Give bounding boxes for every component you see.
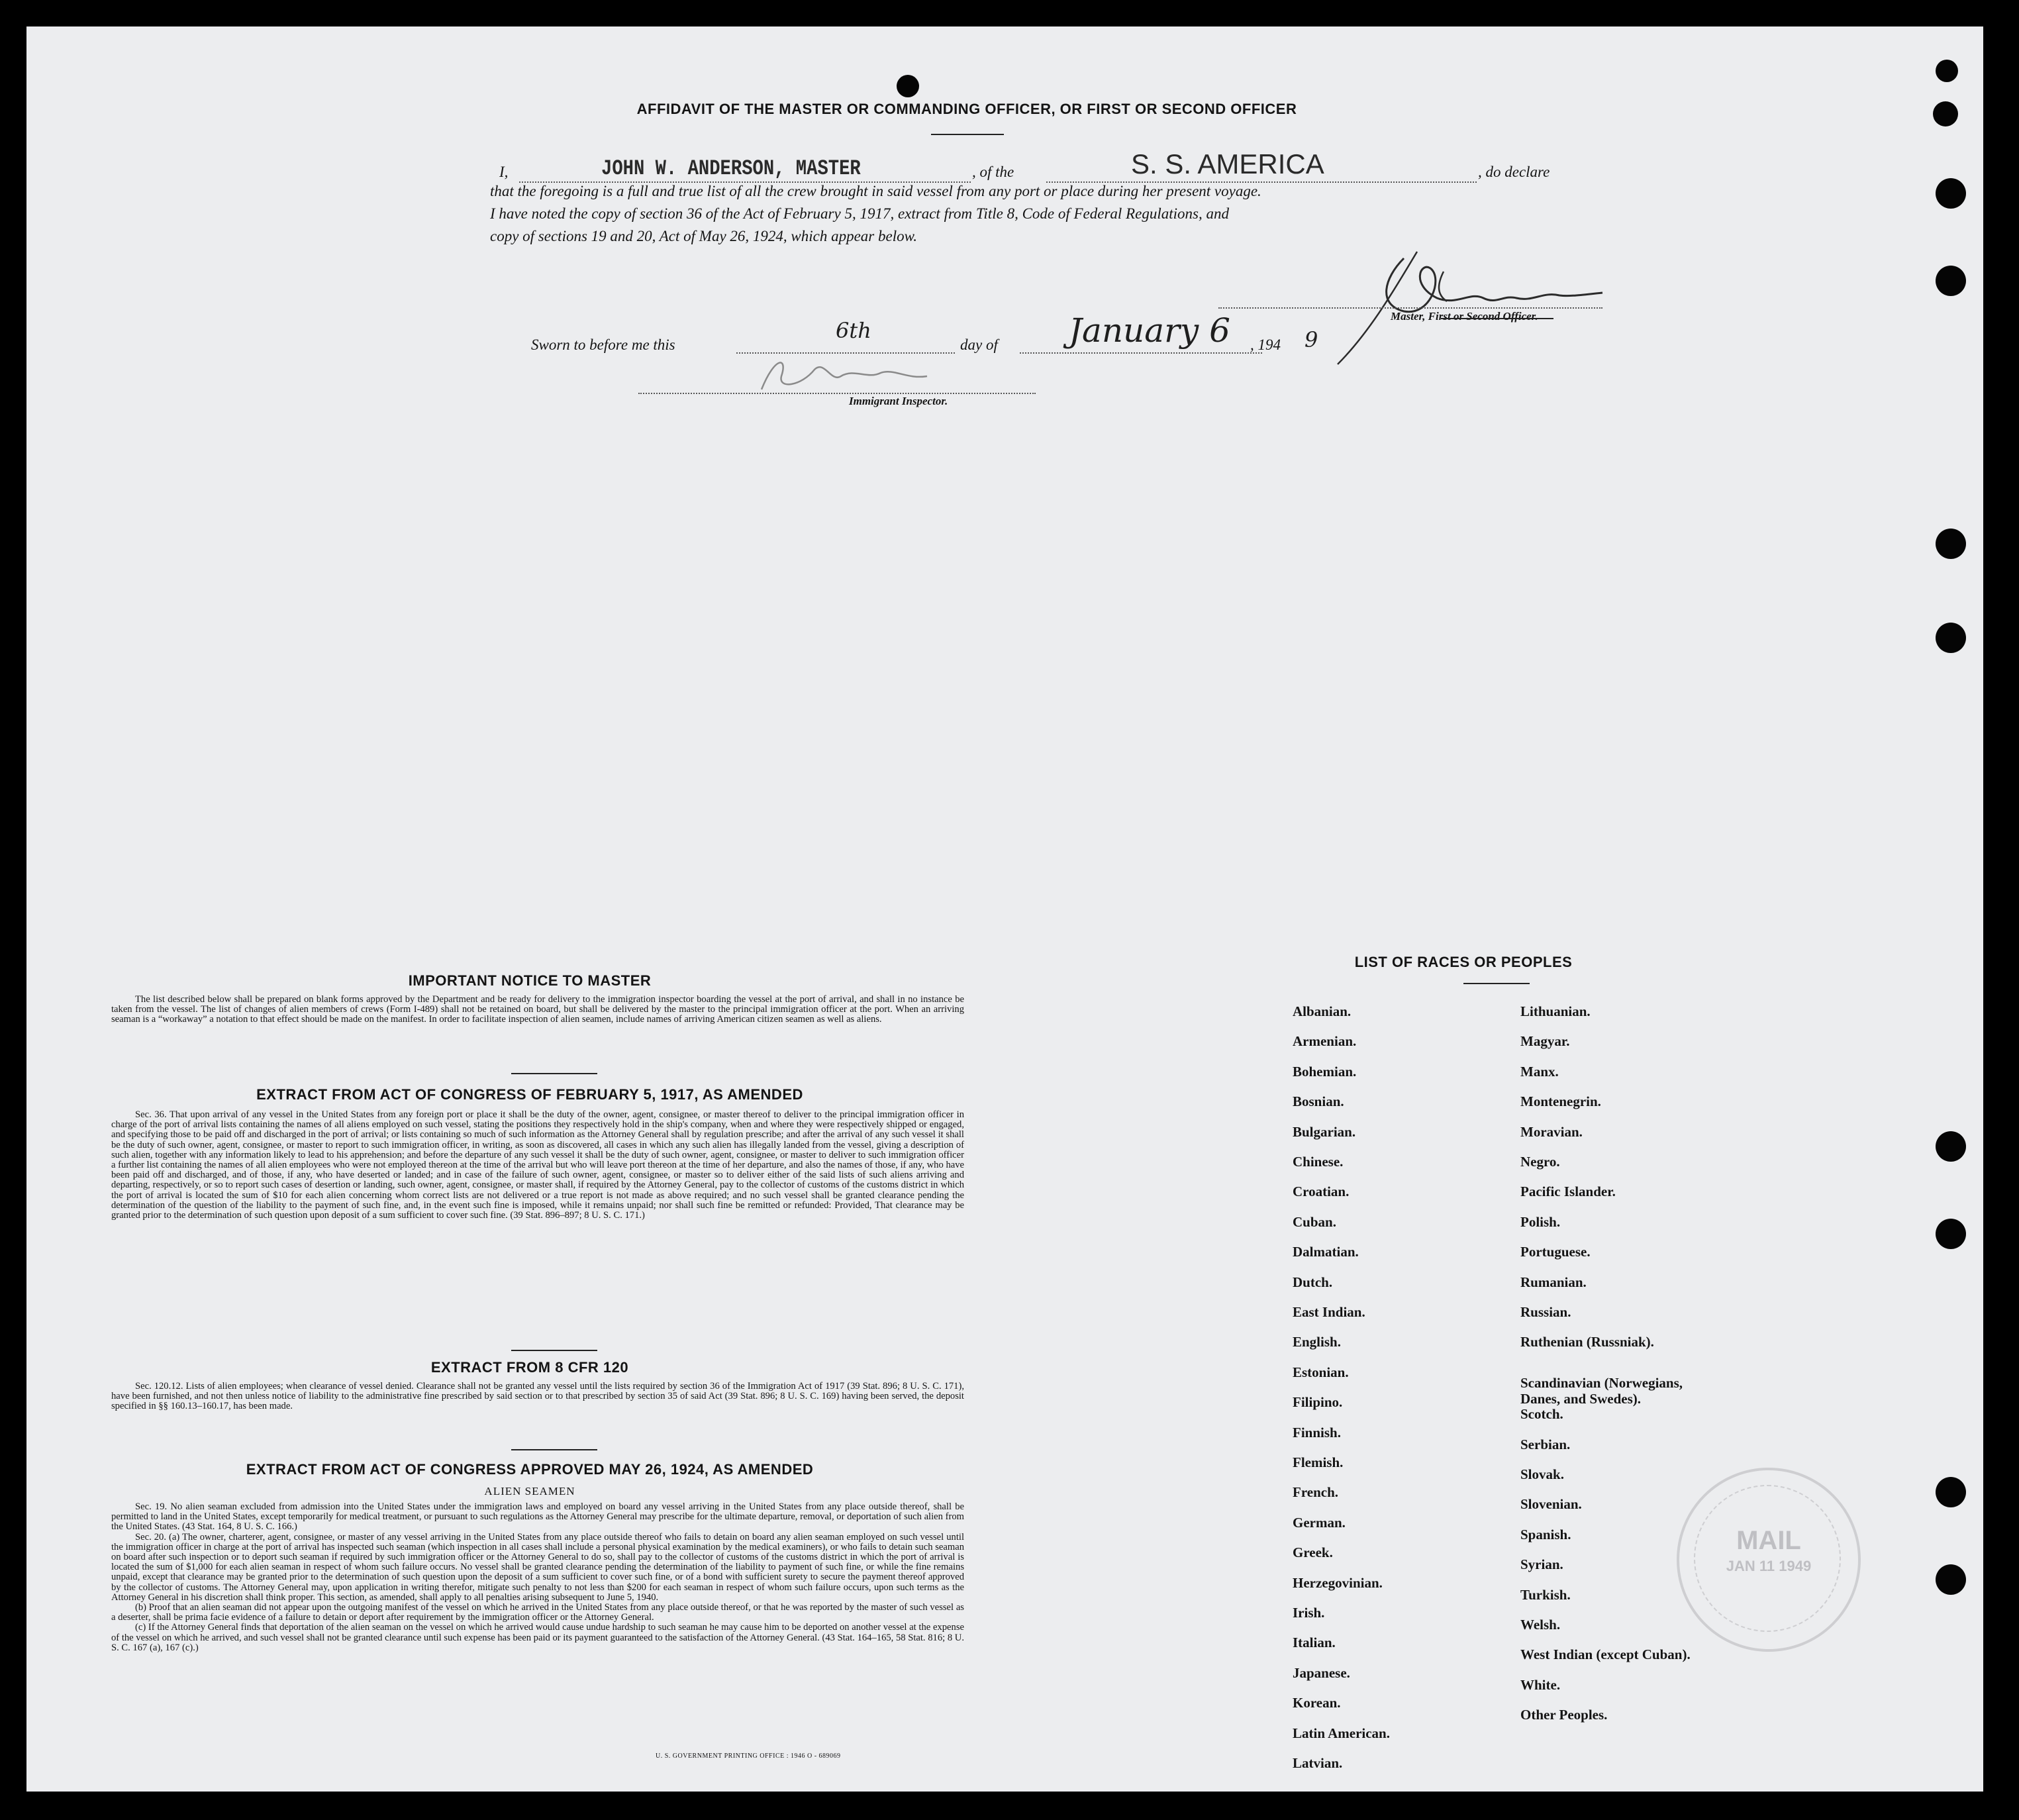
race-item: Finnish. <box>1293 1424 1341 1441</box>
race-item: Welsh. <box>1520 1617 1561 1633</box>
master-caption: Master, First or Second Officer. <box>1391 310 1538 323</box>
sec-20b: (b) Proof that an alien seaman did not appear upon the outgoing manifest of the vessel on which he arrived in the United States from any place outside thereof, or that he was reported by the master of such vessel as a deserter, shall be prima facie evidence of a failure to detain or deport after requirement by the immigration officer or the Attorney General. <box>111 1602 964 1623</box>
race-item: Serbian. <box>1520 1436 1571 1452</box>
binder-hole <box>1933 101 1958 126</box>
binder-hole <box>1936 1477 1966 1507</box>
race-item: Negro. <box>1520 1154 1560 1170</box>
printer-imprint: U. S. GOVERNMENT PRINTING OFFICE : 1946 O - 689069 <box>656 1752 841 1760</box>
race-item: Montenegrin. <box>1520 1093 1601 1110</box>
race-item: Danes, and Swedes). <box>1520 1390 1642 1407</box>
race-item: White. <box>1520 1676 1561 1693</box>
race-item: Dalmatian. <box>1293 1244 1359 1260</box>
race-item: Greek. <box>1293 1544 1333 1561</box>
race-item: English. <box>1293 1334 1341 1350</box>
extract-1917-title: EXTRACT FROM ACT OF CONGRESS OF FEBRUARY 5, 1917, AS AMENDED <box>256 1086 803 1103</box>
race-item: Bosnian. <box>1293 1093 1344 1110</box>
race-item: Herzegovinian. <box>1293 1574 1383 1591</box>
races-divider <box>1463 983 1530 984</box>
extract-cfr-title: EXTRACT FROM 8 CFR 120 <box>430 1359 629 1376</box>
extract-1917-divider <box>511 1350 597 1351</box>
extract-1924-title: EXTRACT FROM ACT OF CONGRESS APPROVED MAY 26, 1924, AS AMENDED <box>246 1461 814 1478</box>
race-item: West Indian (except Cuban). <box>1520 1646 1691 1663</box>
year-prefix: , 194 <box>1250 336 1281 353</box>
race-item: Flemish. <box>1293 1454 1344 1470</box>
race-item: Bulgarian. <box>1293 1123 1356 1140</box>
binder-hole <box>1936 1219 1966 1249</box>
race-item: Chinese. <box>1293 1154 1344 1170</box>
extract-cfr-body: Sec. 120.12. Lists of alien employees; when clearance of vessel denied. Clearance shall not be granted any vessel until the lists required by section 36 of the Immigration Act of 1917 (39 Stat. 896; 8 U. S. C. 171), have been furnished, and not then unless notice of liability to the administrative fine prescribed by said section or to that prescribed by section 35 of said Act (39 Stat. 896; 8 U. S. C. 169) having been served, the deposit specified in §§ 160.13–160.17, has been made. <box>111 1381 964 1412</box>
race-item: French. <box>1293 1484 1339 1501</box>
race-item: Latvian. <box>1293 1755 1343 1771</box>
punch-mark <box>897 75 919 97</box>
sec-20c: (c) If the Attorney General finds that deportation of the alien seaman on the vessel on which he arrived would cause undue hardship to such seaman he may cause him to be deported on another vessel at the expense of the vessel on which he arrived, and such vessel shall not be granted clearance until such expense has been paid or its payment guaranteed to the satisfaction of the Attorney General. (43 Stat. 164–165, 58 Stat. 816; 8 U. S. C. 167 (a), 167 (c).) <box>111 1622 964 1653</box>
race-item: Turkish. <box>1520 1586 1571 1603</box>
race-item: Manx. <box>1520 1063 1559 1080</box>
race-item: Filipino. <box>1293 1394 1343 1411</box>
race-item: Scotch. <box>1520 1406 1563 1423</box>
sworn-label: Sworn to before me this <box>531 336 675 353</box>
race-item: East Indian. <box>1293 1304 1365 1320</box>
notice-divider <box>511 1073 597 1074</box>
vessel-name: S. S. AMERICA <box>1131 148 1324 179</box>
race-item: Albanian. <box>1293 1003 1352 1019</box>
sworn-day: 6th <box>836 318 871 343</box>
race-item: Bohemian. <box>1293 1063 1357 1080</box>
race-item: Korean. <box>1293 1695 1341 1711</box>
notice-body: The list described below shall be prepared on blank forms approved by the Department and be ready for delivery to the immigration inspector boarding the vessel at the port of arrival, and shall in no instance be taken from the vessel. The list of changes of alien members of crews (Form I-489) shall not be retained on board, but shall be delivered by the master to the principal immigration officer at the port. When an arriving seaman is a “workaway” a notation to that effect should be made on the manifest. In order to facilitate inspection of alien seamen, include names of arriving American citizen seamen as well as aliens. <box>111 994 964 1025</box>
affidavit-line-2: that the foregoing is a full and true list of all the crew brought in said vessel from any port or place during her present voyage. <box>490 183 1261 199</box>
affidavit-line-3: I have noted the copy of section 36 of the Act of February 5, 1917, extract from Title 8, Code of Federal Regulations, and <box>490 205 1229 222</box>
race-item: Slovenian. <box>1520 1496 1582 1513</box>
race-item: Lithuanian. <box>1520 1003 1591 1019</box>
notice-title: IMPORTANT NOTICE TO MASTER <box>408 972 652 989</box>
race-item: Moravian. <box>1520 1123 1583 1140</box>
race-item: Italian. <box>1293 1635 1336 1651</box>
sec-20a: Sec. 20. (a) The owner, charterer, agent, consignee, or master of any vessel arriving in the United States from any place outside thereof who fails to detain on board any alien seaman employed on such vessel until the immigration officer in charge at the port of arrival has inspected such seaman (which inspection in all cases shall include a personal physical examination by the medical examiners), or who fails to detain such seaman on board after such inspection or to deport such seaman if required by such immigration officer or the Attorney General to do so, shall pay to the collector of customs of the customs district in which the port of arrival is located the sum of $1,000 for each alien seaman in respect of whom such failure occurs. No vessel shall be granted clearance pending the determination of the liability to payment of such fine, or while the fine remains unpaid, except that clearance may be granted prior to the determination of such question upon the deposit of a sum sufficient to cover such fine, or of a bond with sufficient surety to secure the payment thereof approved by the collector of customs. The Attorney General may, upon application in writing therefor, mitigate such penalty to not less than $200 for each seaman in respect of whom such failure occurs, upon such terms as the Attorney General in his discretion shall think proper. This section, as amended, shall apply to all penalties arising subsequent to June 5, 1940. <box>111 1531 964 1603</box>
sworn-month-line <box>1020 352 1262 354</box>
sworn-month: January 6 <box>1069 311 1230 350</box>
race-item: Polish. <box>1520 1213 1561 1230</box>
master-signature-line <box>1218 307 1602 309</box>
binder-hole <box>1936 266 1966 296</box>
affidavit-line-4: copy of sections 19 and 20, Act of May 26, 1924, which appear below. <box>490 228 917 244</box>
races-title: LIST OF RACES OR PEOPLES <box>1354 954 1573 970</box>
master-signature <box>1305 232 1609 371</box>
of-the-label: , of the <box>972 164 1014 180</box>
affidavit-title: AFFIDAVIT OF THE MASTER OR COMMANDING OFFICER, OR FIRST OR SECOND OFFICER <box>636 101 1297 117</box>
race-item: Syrian. <box>1520 1556 1563 1573</box>
binder-hole <box>1936 178 1966 209</box>
race-item: Ruthenian (Russniak). <box>1520 1334 1654 1350</box>
inspector-signature-line <box>638 393 1036 394</box>
extract-1917-body: Sec. 36. That upon arrival of any vessel in the United States from any foreign port or place it shall be the duty of the owner, agent, consignee, or master thereof to deliver to the principal immigration officer in charge of the port of arrival lists containing the names of all aliens employed on such vessel, stating the positions they respectively hold in the ship's company, when and where they were respectively shipped or engaged, and specifying those to be paid off and discharged in the port of arrival; or lists containing so much of such information as the Attorney General shall by regulation prescribe; and after the arrival of any such vessel it shall be the duty of such owner, agent, consignee, or master to report to such immigration officer, in writing, as soon as discovered, all cases in which any such alien has illegally landed from the vessel, giving a description of such alien, together with any information likely to lead to his apprehension; and before the departure of any such vessel it shall be the duty of such owner, agent, consignee, or master to deliver to such immigration officer a further list containing the names of all alien employees who were not employed thereon at the time of the arrival but who will leave port thereon at the time of her departure, and also the names of those, if any, who have been paid off and discharged, and of those, if any, who have deserted or landed; and in case of the failure of such owner, agent, consignee, or master so to deliver either of the said lists of such aliens arriving and departing, respectively, or so to report such cases of desertion or landing, such owner, agent, consignee, or master shall, if required by the Attorney General, pay to the collector of customs of the customs district in which the port of arrival is located the sum of $10 for each alien concerning whom correct lists are not delivered or a true report is not made as above required; and no such vessel shall be granted clearance pending the determination of the question of the liability to the payment of such fine, and, in the event such fine is imposed, while it remains unpaid; nor shall such fine be remitted or refunded: Provided, That clearance may be granted prior to the determination of such question upon deposit of a sum sufficient to cover such fine. (39 Stat. 896–897; 8 U. S. C. 171.) <box>111 1109 964 1221</box>
inspector-caption: Immigrant Inspector. <box>849 395 948 407</box>
binder-hole <box>1936 529 1966 559</box>
race-item: Croatian. <box>1293 1184 1350 1200</box>
race-item: German. <box>1293 1514 1346 1531</box>
extract-1924-body <box>111 1502 964 1653</box>
race-item: Russian. <box>1520 1304 1571 1320</box>
race-item: Cuban. <box>1293 1213 1336 1230</box>
stamp-date: JAN 11 1949 <box>1726 1558 1812 1574</box>
stamp-word: MAIL <box>1736 1526 1801 1555</box>
race-item: Latin American. <box>1293 1725 1390 1741</box>
race-item: Estonian. <box>1293 1364 1349 1380</box>
race-item: Slovak. <box>1520 1466 1564 1482</box>
binder-hole <box>1936 60 1958 82</box>
binder-hole <box>1936 1564 1966 1595</box>
race-item: Irish. <box>1293 1605 1325 1621</box>
binder-hole <box>1936 623 1966 653</box>
race-item: Portuguese. <box>1520 1244 1591 1260</box>
document-page <box>26 26 1983 1792</box>
sec-19: Sec. 19. No alien seaman excluded from admission into the United States under the immigration laws and employed on board any vessel arriving in the United States from any place outside thereof, shall be permitted to land in the United States, except temporarily for medical treatment, or pursuant to such regulations as the Attorney General may prescribe for the ultimate departure, removal, or deportation of such alien from the United States. (43 Stat. 164, 8 U. S. C. 166.) <box>111 1501 964 1533</box>
race-item: Rumanian. <box>1520 1274 1587 1290</box>
race-item: Spanish. <box>1520 1526 1571 1542</box>
declarant-name: JOHN W. ANDERSON, MASTER <box>601 156 861 181</box>
day-of-label: day of <box>960 336 998 353</box>
title-divider <box>931 134 1004 135</box>
binder-hole <box>1936 1131 1966 1162</box>
do-declare-label: , do declare <box>1478 164 1550 180</box>
extract-1924-subtitle: ALIEN SEAMEN <box>484 1485 575 1497</box>
strike-first-second <box>1441 318 1553 319</box>
race-item: Japanese. <box>1293 1664 1350 1681</box>
race-item: Armenian. <box>1293 1033 1357 1050</box>
race-item: Pacific Islander. <box>1520 1184 1616 1200</box>
declarant-prefix: I, <box>499 164 509 180</box>
extract-cfr-divider <box>511 1449 597 1450</box>
race-item: Dutch. <box>1293 1274 1333 1290</box>
mail-stamp <box>1677 1468 1861 1652</box>
year-suffix: 9 <box>1305 327 1318 352</box>
race-item: Magyar. <box>1520 1033 1570 1050</box>
race-item: Scandinavian (Norwegians, <box>1520 1374 1683 1391</box>
race-item: Other Peoples. <box>1520 1707 1608 1723</box>
